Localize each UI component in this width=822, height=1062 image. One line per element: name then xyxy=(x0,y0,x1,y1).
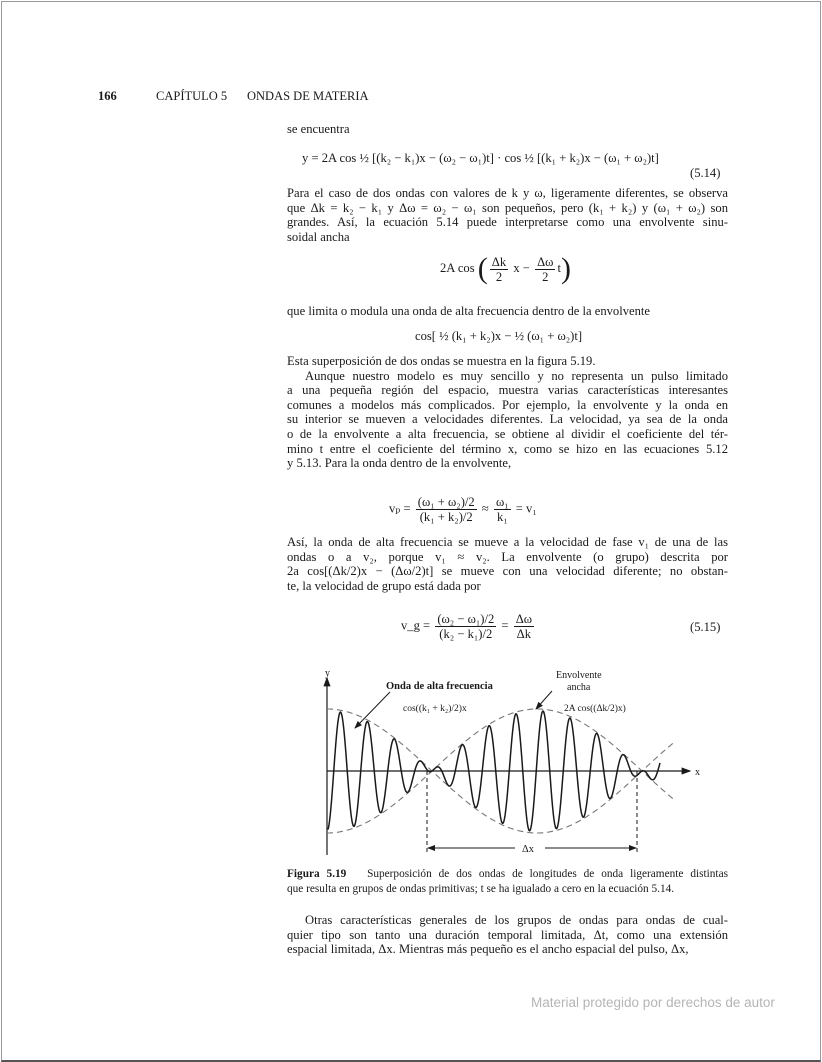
equation-number-5-15: (5.15) xyxy=(690,620,721,634)
text-line: espacial limitada, Δx. Mientras más pequeño es el ancho espacial del pulso, Δx, xyxy=(287,942,689,957)
eq-text: t xyxy=(557,260,561,275)
denominator: Δk xyxy=(516,627,532,641)
eq-text: = xyxy=(501,618,509,633)
page-number: 166 xyxy=(98,89,117,103)
text-line: quier tipo son tanto una duración temporal limitada, Δt, como una extensión xyxy=(287,927,728,942)
denominator: 2 xyxy=(542,269,549,284)
text-line: mino t entre el coeficiente del término x, como se hizo en las ecuaciones 5.12 xyxy=(287,441,728,456)
envelope-label-1: Envolvente xyxy=(556,670,602,681)
text-line: Así, la onda de alta frecuencia se mueve a la velocidad de fase v₁ de una de las xyxy=(287,535,728,549)
carrier-formula: cos((k₁ + k₂)/2)x xyxy=(403,704,467,714)
text-line: Para el caso de dos ondas con valores de k y ω, ligeramente diferentes, se observa xyxy=(287,186,728,200)
text-line: soidal ancha xyxy=(287,229,350,244)
numerator: Δω xyxy=(537,254,554,269)
intro-text: se encuentra xyxy=(287,122,350,136)
text-line: o de la envolvente a alta frecuencia, se obtiene al dividir el coeficiente del tér- xyxy=(287,426,728,441)
chapter-label: CAPÍTULO 5 xyxy=(156,89,228,103)
eq-text: v_g = xyxy=(401,618,431,633)
fraction xyxy=(514,612,534,641)
text-line: Esta superposición de dos ondas se muestra en la figura 5.19. xyxy=(287,354,596,368)
figure-caption xyxy=(287,867,728,896)
numerator: (ω₁ + ω₂)/2 xyxy=(417,495,475,509)
text-line: Aunque nuestro modelo es muy sencillo y no representa un pulso limitado xyxy=(305,368,728,383)
y-axis-label: y xyxy=(325,668,330,679)
text-line: ondas o a v₂, porque v₁ ≈ v₂. La envolvente (o grupo) descrita por xyxy=(287,549,728,564)
eq-text: ≈ xyxy=(481,501,489,516)
numerator: (ω₂ − ω₁)/2 xyxy=(437,612,495,626)
equation-number-5-14: (5.14) xyxy=(690,166,721,180)
text-line: comunes a modelos más complicados. Por ejemplo, la envolvente y la onda en xyxy=(287,397,728,412)
text-line: Otras características generales de los grupos de ondas para ondas de cual- xyxy=(305,913,728,927)
envelope-label-2: ancha xyxy=(567,682,591,693)
envelope-formula: 2A cos((Δk/2)x) xyxy=(564,704,626,714)
text-line: su interior se mueven a velocidades diferentes. La velocidad, ya sea de la onda xyxy=(287,412,728,427)
eq-text: vₚ = xyxy=(389,501,411,516)
equation-5-14: y = 2A cos ½ [(k₂ − k₁)x − (ω₂ − ω₁)t] · cos ½ [(k₁ + k₂)x − (ω₁ + ω₂)t] xyxy=(302,151,659,165)
watermark: Material protegido por derechos de autor xyxy=(531,995,775,1010)
caption-text: que resulta en grupos de ondas primitivas; t se ha igualado a cero en la ecuación 5.14. xyxy=(287,882,675,895)
text-line: 2a cos[(Δk/2)x − (Δω/2)t] se mueve con una velocidad diferente; no obstan- xyxy=(287,564,728,579)
fraction xyxy=(494,495,511,524)
denominator: k₁ xyxy=(496,510,508,524)
chapter-title: ONDAS DE MATERIA xyxy=(247,89,369,103)
equation-carrier: cos[ ½ (k₁ + k₂)x − ½ (ω₁ + ω₂)t] xyxy=(415,329,583,343)
equation-phase-velocity xyxy=(389,495,537,524)
envelope-pointer xyxy=(536,691,552,709)
text-line: y 5.13. Para la onda dentro de la envolvente, xyxy=(287,456,512,471)
denominator: (k₁ + k₂)/2 xyxy=(419,510,473,524)
numerator: Δk xyxy=(491,254,507,269)
fraction xyxy=(535,255,555,284)
carrier-label: Onda de alta frecuencia xyxy=(386,681,493,692)
fraction xyxy=(435,612,496,641)
denominator: 2 xyxy=(495,269,503,284)
text-line: que limita o modula una onda de alta frecuencia dentro de la envolvente xyxy=(287,304,650,318)
envelope-upper xyxy=(327,709,675,771)
text-line: a una pequeña región del espacio, muestra varias características interesantes xyxy=(287,383,728,398)
eq-text: x − xyxy=(513,260,530,275)
fraction xyxy=(490,255,508,284)
figure-wave-packet xyxy=(280,660,740,860)
equation-envelope xyxy=(440,252,571,286)
numerator: Δω xyxy=(515,612,533,626)
caption-label: Figura 5.19 xyxy=(287,868,347,880)
paren: ) xyxy=(560,252,571,285)
denominator: (k₂ − k₁)/2 xyxy=(439,627,493,641)
fraction xyxy=(416,495,477,524)
caption-text: Superposición de dos ondas de longitudes de onda ligeramente distintas xyxy=(367,868,728,880)
delta-x-label: Δx xyxy=(522,844,535,855)
numerator: ω₁ xyxy=(495,495,509,509)
x-axis-label: x xyxy=(695,767,700,778)
text-line: que Δk = k₂ − k₁ y Δω = ω₂ − ω₁ son pequeños, pero (k₁ + k₂) y (ω₁ + ω₂) son xyxy=(287,200,728,215)
text-line: grandes. Así, la ecuación 5.14 puede interpretarse como una envolvente sinu- xyxy=(287,215,728,230)
eq-text: 2A cos xyxy=(440,260,475,275)
paren: ( xyxy=(477,252,488,285)
envelope-lower xyxy=(327,771,675,833)
text-line: te, la velocidad de grupo está dada por xyxy=(287,578,481,593)
equation-group-velocity xyxy=(401,612,536,641)
eq-text: = v₁ xyxy=(515,501,537,516)
carrier-pointer xyxy=(355,692,390,728)
